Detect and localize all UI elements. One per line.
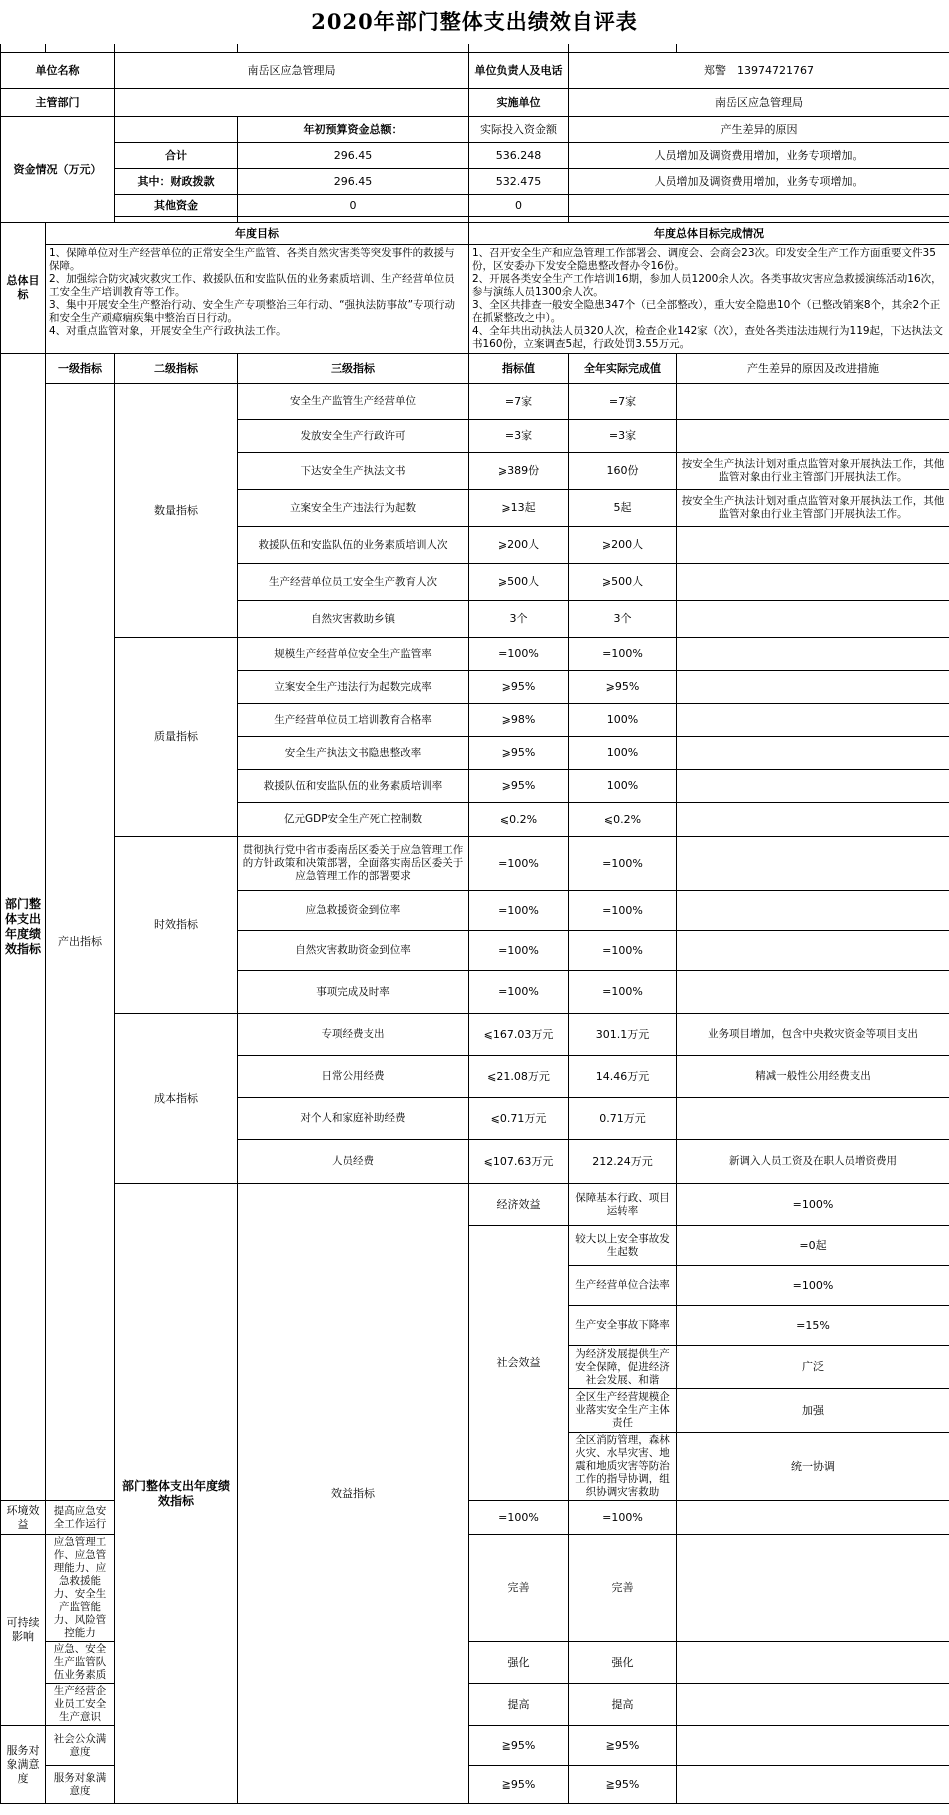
indicator-reason: [677, 638, 949, 671]
funds-col-reason: 产生差异的原因: [569, 117, 949, 143]
indicator-actual: 301.1万元: [569, 1014, 677, 1056]
funds-header-blank: [115, 117, 238, 143]
level2-satisfaction: 服务对象满意度: [1, 1726, 46, 1804]
indicator-target: =3家: [469, 420, 569, 453]
unit-name-value: 南岳区应急管理局: [115, 53, 469, 89]
indicator-name: 生产经营单位员工安全生产教育人次: [238, 564, 469, 601]
indicator-target: ⩽21.08万元: [469, 1056, 569, 1098]
indicator-name: 自然灾害救助资金到位率: [238, 931, 469, 971]
indicator-target: =15%: [677, 1306, 949, 1346]
section-label-indicators: 部门整体支出年度绩效指标: [1, 354, 46, 1501]
level2-quality: 质量指标: [115, 638, 238, 837]
indicator-target: ⩽0.71万元: [469, 1098, 569, 1140]
indicator-reason: [677, 891, 949, 931]
indicator-target: =100%: [469, 891, 569, 931]
indicator-actual: 3个: [569, 601, 677, 638]
indicator-target: 完善: [469, 1535, 569, 1642]
annual-goal-header: 年度目标: [46, 223, 469, 245]
indicator-name: 服务对象满意度: [46, 1766, 115, 1804]
level2-cost: 成本指标: [115, 1014, 238, 1184]
indicator-actual: 14.46万元: [569, 1056, 677, 1098]
indicator-name: 应急、安全生产监管队伍业务素质: [46, 1642, 115, 1684]
indicator-reason: [677, 1501, 949, 1535]
indicator-name: 全区生产经营规模企业落实安全生产主体责任: [569, 1389, 677, 1433]
indicator-target: ⩽0.2%: [469, 803, 569, 837]
implement-label: 实施单位: [469, 89, 569, 117]
indicator-actual: =100%: [569, 931, 677, 971]
indicator-name: 贯彻执行党中省市委南岳区委关于应急管理工作的方针政策和决策部署，全面落实南岳区委关于应急管理工作的部署要求: [238, 837, 469, 891]
implement-value: 南岳区应急管理局: [569, 89, 949, 117]
goals-header-row: [1, 223, 949, 245]
indicator-target: ≧95%: [469, 1726, 569, 1766]
indicator-actual: 5起: [569, 490, 677, 527]
indicator-reason: [677, 1726, 949, 1766]
indicator-actual: =100%: [569, 837, 677, 891]
indicator-actual: ⩾200人: [569, 527, 677, 564]
indicator-name: 规模生产经营单位安全生产监管率: [238, 638, 469, 671]
indicator-reason: [677, 1098, 949, 1140]
document-title: 2020年部门整体支出绩效自评表: [311, 9, 638, 34]
indicator-reason: [677, 1684, 949, 1726]
indicator-actual: ⩾95%: [569, 671, 677, 704]
indicator-target: =100%: [677, 1184, 949, 1226]
indicator-actual: =100%: [569, 638, 677, 671]
indicator-name: 提高应急安全工作运行: [46, 1501, 115, 1535]
funds-col-budget: 年初预算资金总额：: [238, 117, 469, 143]
indicator-name: 下达安全生产执法文书: [238, 453, 469, 490]
supervisor-label: 主管部门: [1, 89, 115, 117]
indicator-reason: [677, 803, 949, 837]
indicator-reason: [677, 527, 949, 564]
indicator-actual: ≧95%: [569, 1726, 677, 1766]
indicator-target: ⩾500人: [469, 564, 569, 601]
indicator-target: 提高: [469, 1684, 569, 1726]
indicator-actual: =100%: [569, 1501, 677, 1535]
section-label-indicators-2: 部门整体支出年度绩效指标: [115, 1184, 238, 1804]
level2-social: 社会效益: [469, 1226, 569, 1501]
header-reason: 产生差异的原因及改进措施: [677, 354, 949, 384]
indicator-header-row: [1, 354, 949, 384]
completion-lines: 1、召开安全生产和应急管理工作部署会、调度会、会商会23次。印发安全生产工作方面重要文件35份，区安委办下发安全隐患整改督办令16份。 2、开展各类安全生产工作培训16期，参加人员1200余人次。各类事故灾害应急救援演练活动16次，参与演练人员1300余人次。 3、全区共排查一般安全隐患347个（已全部整改），重大安全隐患10个（已整改销案8个，其余2个正在抓紧整改之中）。 4、全年共出动执法人员320人次，检查企业142家（次），查处各类违法违规行为119起，下达执法文书160份，立案调查5起，行政处罚3.55万元。: [472, 247, 944, 350]
header-level3: 三级指标: [238, 354, 469, 384]
header-target: 指标值: [469, 354, 569, 384]
indicator-target: =100%: [677, 1266, 949, 1306]
unit-name-label: 单位名称: [1, 53, 115, 89]
funds-row-actual: 532.475: [469, 169, 569, 195]
level1-output: 产出指标: [46, 384, 115, 1501]
evaluation-table: [0, 44, 949, 1804]
responsible-label: 单位负责人及电话: [469, 53, 569, 89]
indicator-target: 加强: [677, 1389, 949, 1433]
indicator-name: 安全生产监管生产经营单位: [238, 384, 469, 420]
indicator-reason: 按安全生产执法计划对重点监管对象开展执法工作，其他监管对象由行业主管部门开展执法工作。: [677, 453, 949, 490]
indicator-row: [1, 1014, 949, 1056]
funds-row-label: 其他资金: [115, 195, 238, 217]
indicator-target: =100%: [469, 931, 569, 971]
funds-row-budget: 296.45: [238, 169, 469, 195]
indicator-row: [1, 384, 949, 420]
funds-row-reason: 人员增加及调资费用增加，业务专项增加。: [569, 143, 949, 169]
indicator-name: 救援队伍和安监队伍的业务素质培训人次: [238, 527, 469, 564]
indicator-reason: 按安全生产执法计划对重点监管对象开展执法工作，其他监管对象由行业主管部门开展执法工作。: [677, 490, 949, 527]
indicator-actual: =3家: [569, 420, 677, 453]
indicator-target: ⩽107.63万元: [469, 1140, 569, 1184]
indicator-name: 立案安全生产违法行为起数: [238, 490, 469, 527]
indicator-name: 较大以上安全事故发生起数: [569, 1226, 677, 1266]
indicator-target: ⩾389份: [469, 453, 569, 490]
indicator-target: ≧95%: [469, 1766, 569, 1804]
indicator-reason: [677, 671, 949, 704]
header-level2: 二级指标: [115, 354, 238, 384]
indicator-actual: 提高: [569, 1684, 677, 1726]
responsible-value: 郑警 13974721767: [569, 53, 949, 89]
indicator-target: ⩾98%: [469, 704, 569, 737]
indicator-reason: 精减一般性公用经费支出: [677, 1056, 949, 1098]
funds-row-budget: 0: [238, 195, 469, 217]
indicator-name: 生产经营单位员工培训教育合格率: [238, 704, 469, 737]
indicator-target: ⩾95%: [469, 737, 569, 770]
header-level1: 一级指标: [46, 354, 115, 384]
funds-section-label: 资金情况（万元）: [1, 117, 115, 223]
indicator-target: =100%: [469, 638, 569, 671]
indicator-target: 广泛: [677, 1346, 949, 1389]
indicator-name: 自然灾害救助乡镇: [238, 601, 469, 638]
indicator-actual: =7家: [569, 384, 677, 420]
indicator-row: [1, 638, 949, 671]
indicator-name: 生产经营企业员工安全生产意识: [46, 1684, 115, 1726]
funds-row-budget: 296.45: [238, 143, 469, 169]
indicator-reason: [677, 971, 949, 1014]
annual-goal-lines: 1、保障单位对生产经营单位的正常安全生产监管、各类自然灾害类等突发事件的救援与保障。 2、加强综合防灾减灾救灾工作、救援队伍和安监队伍的业务素质培训、生产经营单位员工安全生产培训教育等工作。 3、集中开展安全生产整治行动、安全生产专项整治三年行动、“强执法防事故”专项行动和安全生产顽瘴痼疾集中整治百日行动。 4、对重点监管对象，开展安全生产行政执法工作。: [49, 247, 456, 337]
indicator-reason: [677, 1766, 949, 1804]
funds-row-label: 合计: [115, 143, 238, 169]
level2-economic: 经济效益: [469, 1184, 569, 1226]
indicator-actual: =100%: [569, 891, 677, 931]
indicator-target: =100%: [469, 971, 569, 1014]
indicator-name: 人员经费: [238, 1140, 469, 1184]
funds-header-row: [1, 117, 949, 143]
indicator-reason: [677, 384, 949, 420]
indicator-actual: 完善: [569, 1535, 677, 1642]
indicator-target: =0起: [677, 1226, 949, 1266]
indicator-name: 救援队伍和安监队伍的业务素质培训率: [238, 770, 469, 803]
indicator-reason: [677, 1535, 949, 1642]
indicator-row: [1, 1184, 949, 1226]
indicator-reason: [677, 1642, 949, 1684]
funds-row: [1, 195, 949, 217]
indicator-reason: [677, 420, 949, 453]
funds-row-actual: 0: [469, 195, 569, 217]
level1-benefit: 效益指标: [238, 1184, 469, 1804]
indicator-name: 全区消防管理，森林火灾、水旱灾害、地震和地质灾害等防治工作的指导协调，组织协调灾害救助: [569, 1433, 677, 1501]
indicator-actual: =100%: [569, 971, 677, 1014]
header-actual: 全年实际完成值: [569, 354, 677, 384]
funds-row: [1, 143, 949, 169]
funds-row-reason: [569, 195, 949, 217]
goals-content-row: [1, 245, 949, 354]
level2-environment: 环境效益: [1, 1501, 46, 1535]
indicator-row: [1, 837, 949, 891]
indicator-name: 生产安全事故下降率: [569, 1306, 677, 1346]
indicator-target: ⩽167.03万元: [469, 1014, 569, 1056]
level2-quantity: 数量指标: [115, 384, 238, 638]
completion-header: 年度总体目标完成情况: [469, 223, 949, 245]
indicator-name: 生产经营单位合法率: [569, 1266, 677, 1306]
indicator-target: =7家: [469, 384, 569, 420]
supervisor-value: [115, 89, 469, 117]
indicator-reason: [677, 601, 949, 638]
spacer-row: [1, 44, 949, 53]
funds-row: [1, 169, 949, 195]
indicator-name: 应急管理工作、应急管理能力、应急救援能力、安全生产监管能力、风险管控能力: [46, 1535, 115, 1642]
indicator-name: 社会公众满意度: [46, 1726, 115, 1766]
indicator-reason: 业务项目增加，包含中央救灾资金等项目支出: [677, 1014, 949, 1056]
indicator-actual: 212.24万元: [569, 1140, 677, 1184]
indicator-actual: 强化: [569, 1642, 677, 1684]
indicator-name: 事项完成及时率: [238, 971, 469, 1014]
indicator-name: 安全生产执法文书隐患整改率: [238, 737, 469, 770]
indicator-name: 日常公用经费: [238, 1056, 469, 1098]
completion-text: [469, 245, 949, 354]
supervisor-row: [1, 89, 949, 117]
indicator-name: 专项经费支出: [238, 1014, 469, 1056]
indicator-target: 统一协调: [677, 1433, 949, 1501]
level2-sustainable: 可持续影响: [1, 1535, 46, 1726]
indicator-name: 对个人和家庭补助经费: [238, 1098, 469, 1140]
indicator-actual: 100%: [569, 737, 677, 770]
indicator-target: ⩾13起: [469, 490, 569, 527]
indicator-reason: [677, 931, 949, 971]
indicator-target: =100%: [469, 1501, 569, 1535]
indicator-actual: 100%: [569, 704, 677, 737]
indicator-target: ⩾200人: [469, 527, 569, 564]
indicator-reason: 新调入人员工资及在职人员增资费用: [677, 1140, 949, 1184]
indicator-reason: [677, 737, 949, 770]
indicator-name: 亿元GDP安全生产死亡控制数: [238, 803, 469, 837]
indicator-name: 发放安全生产行政许可: [238, 420, 469, 453]
indicator-target: =100%: [469, 837, 569, 891]
indicator-actual: 160份: [569, 453, 677, 490]
indicator-name: 保障基本行政、项目运转率: [569, 1184, 677, 1226]
level2-timeliness: 时效指标: [115, 837, 238, 1014]
indicator-actual: ⩾500人: [569, 564, 677, 601]
indicator-reason: [677, 704, 949, 737]
indicator-reason: [677, 564, 949, 601]
indicator-name: 立案安全生产违法行为起数完成率: [238, 671, 469, 704]
funds-row-label: 其中：财政拨款: [115, 169, 238, 195]
indicator-actual: 0.71万元: [569, 1098, 677, 1140]
funds-row-actual: 536.248: [469, 143, 569, 169]
annual-goal-text: [46, 245, 469, 354]
goals-section-label: 总体目标: [1, 223, 46, 354]
indicator-actual: ⩽0.2%: [569, 803, 677, 837]
indicator-target: 3个: [469, 601, 569, 638]
indicator-target: 强化: [469, 1642, 569, 1684]
indicator-actual: ≧95%: [569, 1766, 677, 1804]
indicator-target: ⩾95%: [469, 770, 569, 803]
unit-row: [1, 53, 949, 89]
indicator-target: ⩾95%: [469, 671, 569, 704]
indicator-actual: 100%: [569, 770, 677, 803]
indicator-name: 应急救援资金到位率: [238, 891, 469, 931]
indicator-name: 为经济发展提供生产安全保障，促进经济社会发展、和谐: [569, 1346, 677, 1389]
funds-col-actual: 实际投入资金额: [469, 117, 569, 143]
indicator-reason: [677, 770, 949, 803]
indicator-reason: [677, 837, 949, 891]
funds-row-reason: 人员增加及调资费用增加，业务专项增加。: [569, 169, 949, 195]
